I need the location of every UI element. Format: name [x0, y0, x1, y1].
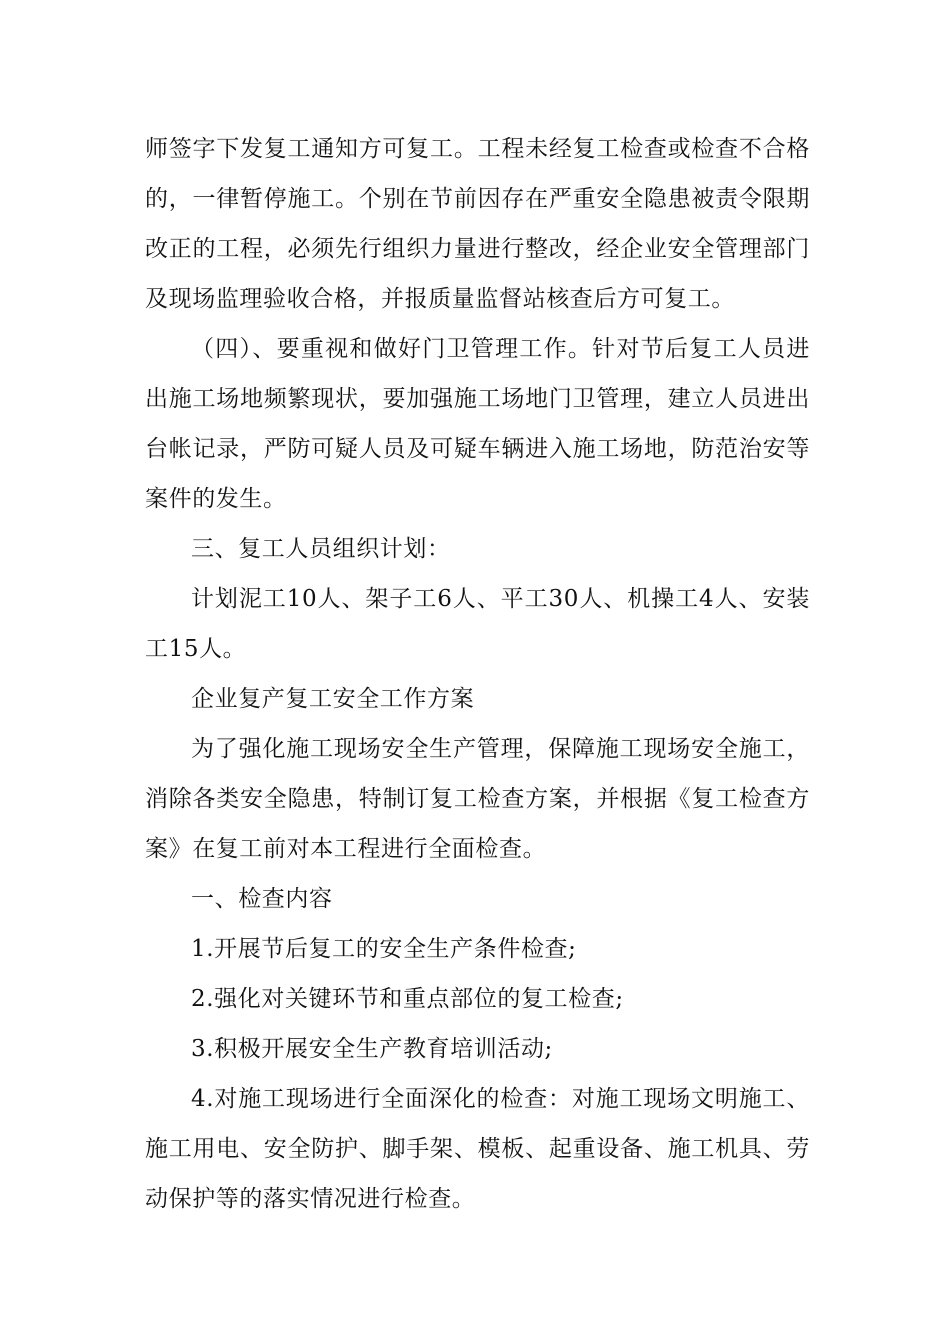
- list-item-2: 2.强化对关键环节和重点部位的复工检查;: [191, 986, 624, 1012]
- document-body: [145, 124, 810, 1224]
- paragraph-staff-plan: 计划泥工10人、架子工6人、平工30人、机操工4人、安装工15人。: [145, 586, 810, 662]
- list-item-1: 1.开展节后复工的安全生产条件检查;: [191, 936, 577, 962]
- paragraph-gate-management: （四）、要重视和做好门卫管理工作。针对节后复工人员进出施工场地频繁现状，要加强施工场地门卫管理，建立人员进出台帐记录，严防可疑人员及可疑车辆进入施工场地，防范治安等案件的发生。: [145, 336, 810, 512]
- heading-inspection-content: 一、检查内容: [191, 886, 333, 912]
- paragraph-safety-intro: 为了强化施工现场安全生产管理，保障施工现场安全施工，消除各类安全隐患，特制订复工检查方案，并根据《复工检查方案》在复工前对本工程进行全面检查。: [145, 736, 810, 862]
- heading-staff-plan: 三、复工人员组织计划：: [191, 536, 451, 562]
- list-item-4: 4.对施工现场进行全面深化的检查：对施工现场文明施工、施工用电、安全防护、脚手架、模板、起重设备、施工机具、劳动保护等的落实情况进行检查。: [145, 1086, 810, 1212]
- heading-safety-plan: 企业复产复工安全工作方案: [191, 686, 475, 712]
- paragraph-approval: 师签字下发复工通知方可复工。工程未经复工检查或检查不合格的，一律暂停施工。个别在节前因存在严重安全隐患被责令限期改正的工程，必须先行组织力量进行整改，经企业安全管理部门及现场监理验收合格，并报质量监督站核查后方可复工。: [145, 136, 810, 312]
- list-item-3: 3.积极开展安全生产教育培训活动;: [191, 1036, 553, 1062]
